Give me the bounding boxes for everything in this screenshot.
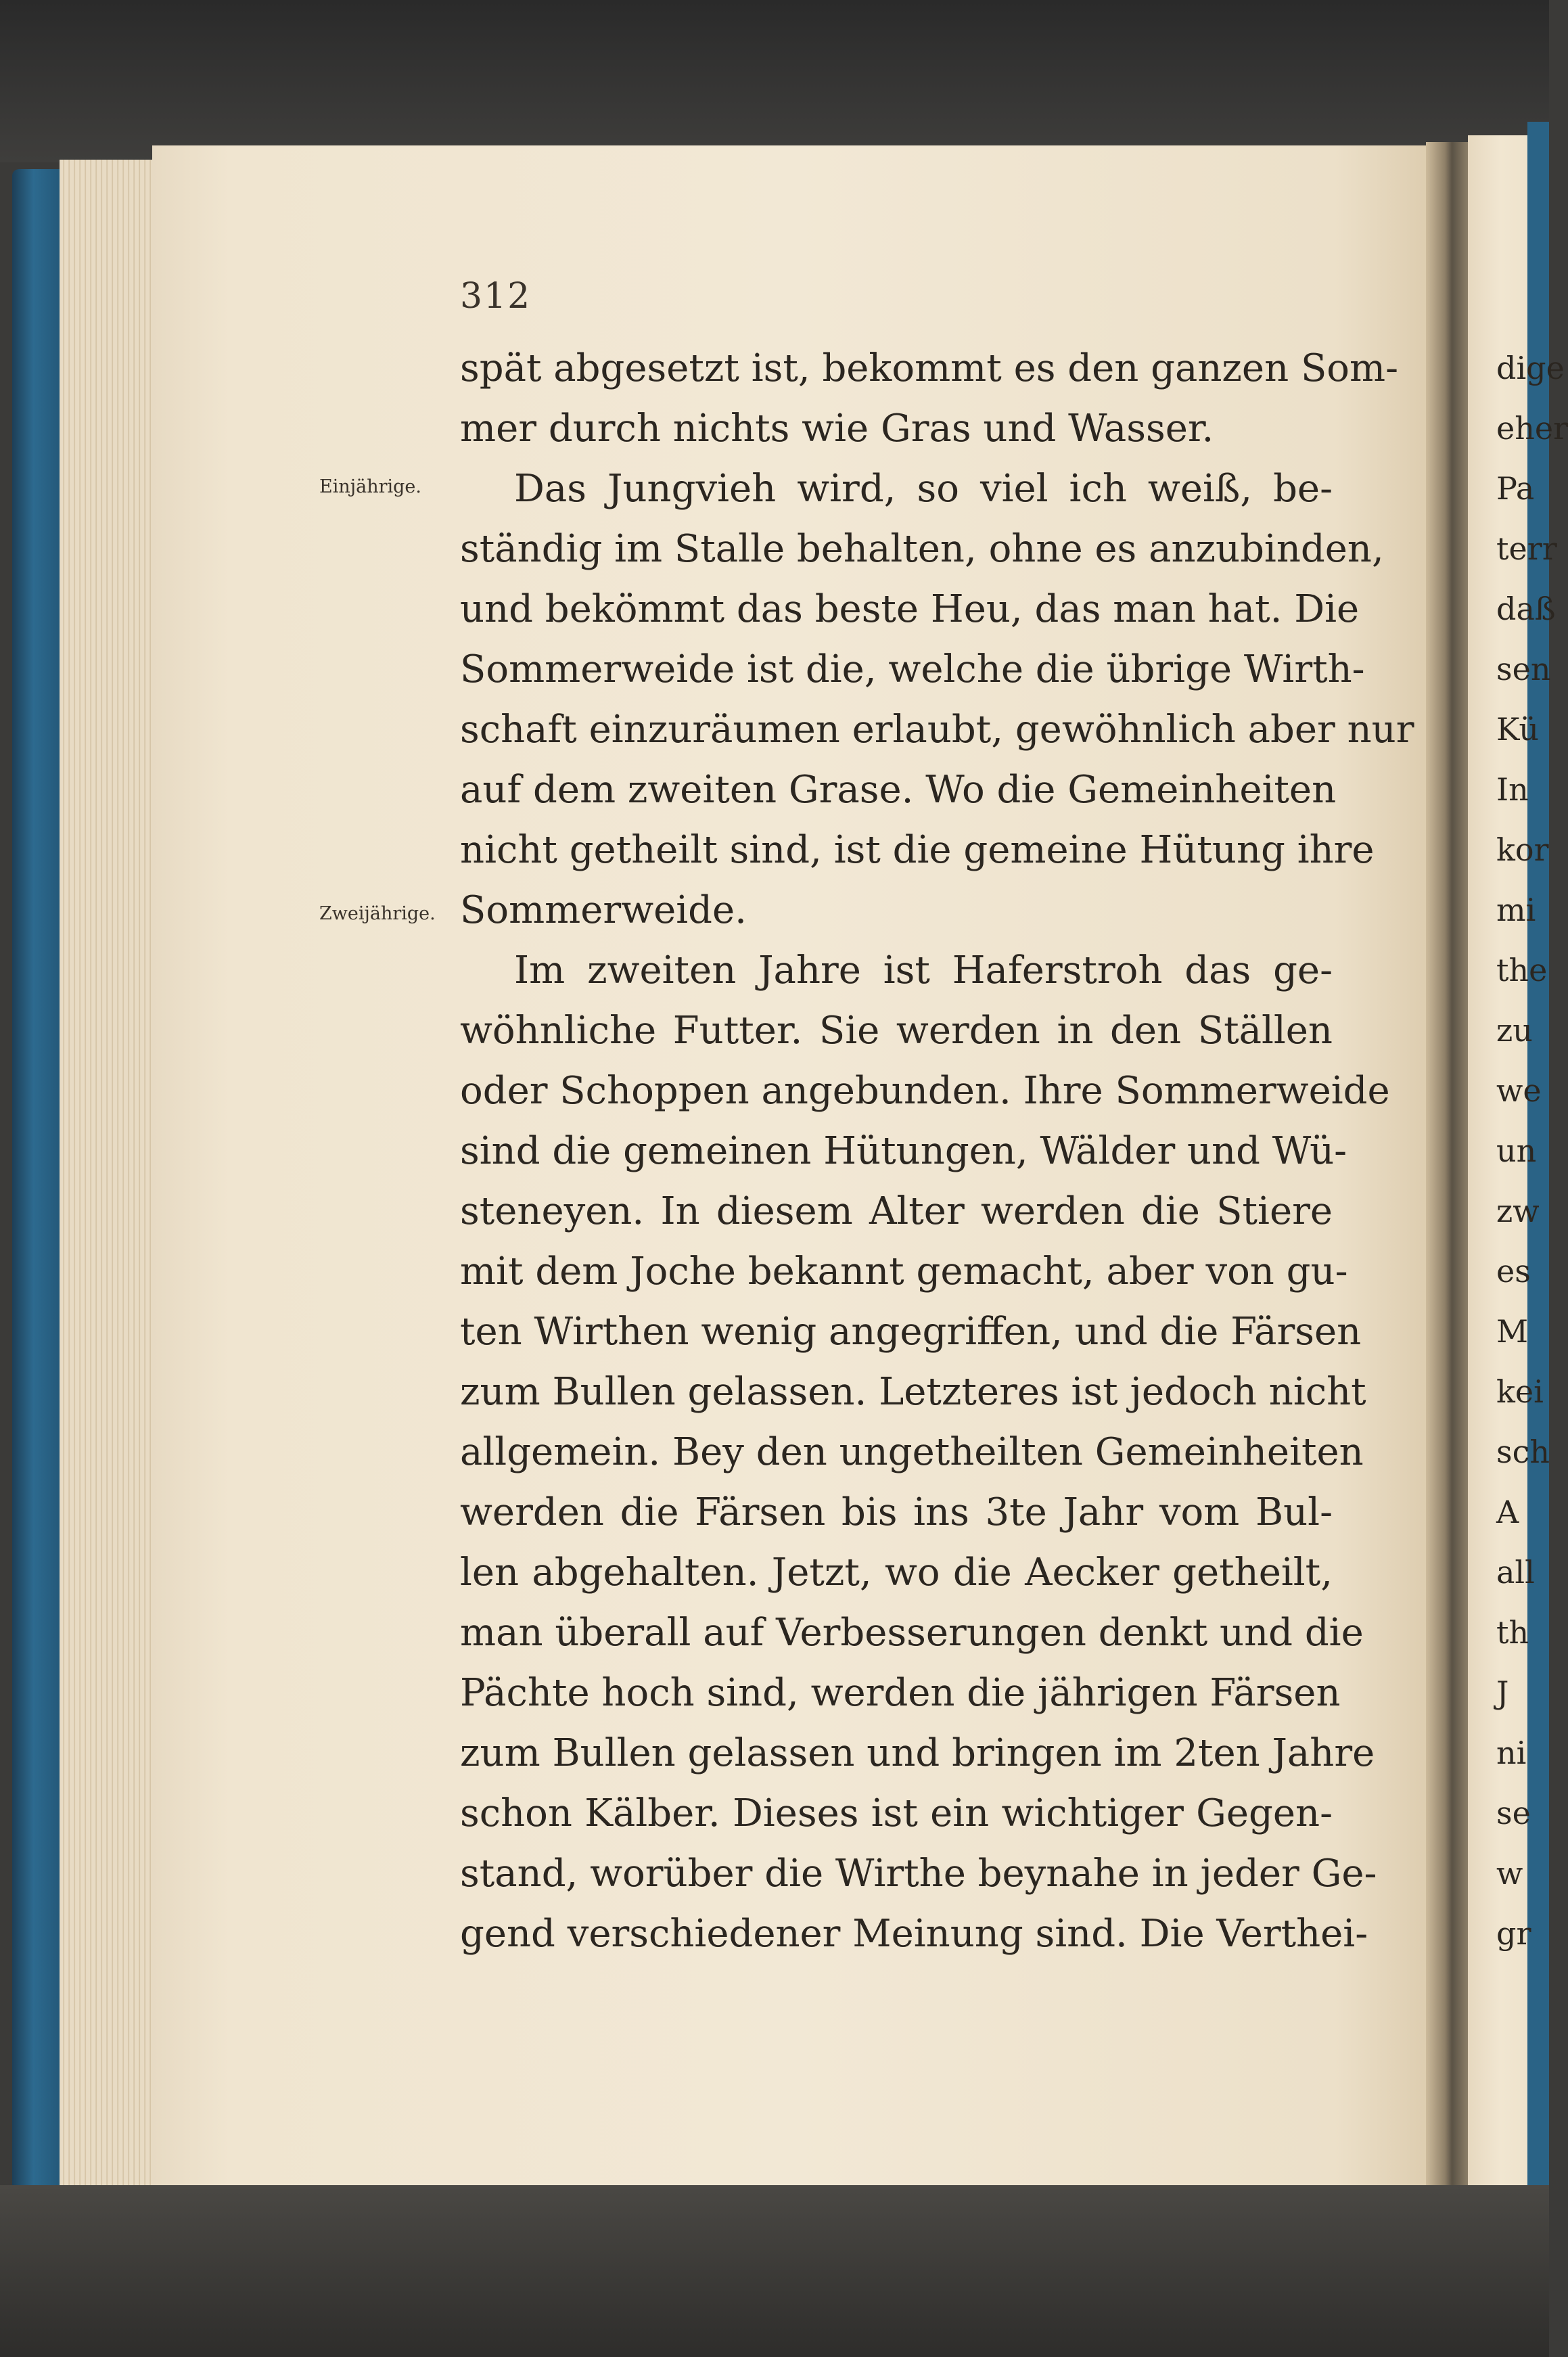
text-line: steneyen. In diesem Alter werden die Stiere [460,1189,1333,1233]
right-page-text-fragments [1496,338,1568,1964]
text-line: sind die gemeinen Hütungen, Wälder und Wü- [460,1129,1347,1173]
right-page-fragment: M [1496,1313,1529,1350]
text-line: spät abgesetzt ist, bekommt es den ganzen Som- [460,346,1399,390]
text-line: und bekömmt das beste Heu, das man hat. Die [460,587,1360,631]
text-line: mit dem Joche bekannt gemacht, aber von gu- [460,1250,1348,1294]
text-line: Pächte hoch sind, werden die jährigen Färsen [460,1671,1341,1715]
text-line: Im zweiten Jahre ist Haferstroh das ge- [514,948,1333,992]
right-page-fragment: terr [1496,530,1557,567]
book-cover-left [12,169,60,2205]
text-line: auf dem zweiten Grase. Wo die Gemeinheiten [460,768,1337,812]
right-page-fragment: se [1496,1795,1531,1831]
right-page-fragment: we [1496,1072,1542,1109]
text-line: ständig im Stalle behalten, ohne es anzubinden, [460,527,1384,571]
page-number: 312 [460,276,532,317]
margin-note-einjaehrige: Einjährige. [319,476,421,497]
right-page-fragment: all [1496,1554,1535,1591]
text-line: werden die Färsen bis ins 3te Jahr vom Bul- [460,1490,1333,1534]
text-line: zum Bullen gelassen und bringen im 2ten Jahre [460,1731,1375,1775]
right-page-fragment: gr [1496,1915,1531,1952]
right-page-fragment: mi [1496,892,1536,928]
right-page-fragment: sch [1496,1434,1550,1470]
text-line: zum Bullen gelassen. Letzteres ist jedoch nicht [460,1370,1366,1414]
text-line: allgemein. Bey den ungetheilten Gemeinheiten [460,1430,1364,1474]
text-line: gend verschiedener Meinung sind. Die Verthei- [460,1912,1368,1956]
text-line: wöhnliche Futter. Sie werden in den Ställen [460,1009,1333,1053]
right-page-fragment: w [1496,1855,1523,1892]
right-page-fragment: Pa [1496,470,1535,507]
text-line: Sommerweide. [460,888,747,932]
text-line: man überall auf Verbesserungen denkt und die [460,1611,1364,1655]
text-line: stand, worüber die Wirthe beynahe in jeder Ge- [460,1852,1377,1896]
text-line: ten Wirthen wenig angegriffen, und die Färsen [460,1310,1362,1354]
right-page-fragment: J [1496,1674,1509,1711]
text-line: oder Schoppen angebunden. Ihre Sommerweide [460,1069,1390,1113]
right-page-fragment: th [1496,1614,1529,1651]
right-page-fragment: sen [1496,651,1551,687]
text-line: Das Jungvieh wird, so viel ich weiß, be- [514,467,1333,511]
right-page-fragment: dige [1496,350,1565,386]
book-gutter [1426,142,1473,2205]
right-page-fragment: zu [1496,1012,1533,1049]
right-page-fragment: kei [1496,1373,1544,1410]
right-page-fragment: es [1496,1253,1531,1289]
background-top [0,0,1549,162]
text-line: mer durch nichts wie Gras und Wasser. [460,407,1214,451]
text-line: len abgehalten. Jetzt, wo die Aecker getheilt, [460,1551,1333,1595]
right-page-fragment: Kü [1496,711,1539,748]
right-page-fragment: kor [1496,831,1549,868]
right-page-fragment: zw [1496,1193,1540,1229]
right-page-fragment: un [1496,1132,1537,1169]
right-page-fragment: eher [1496,410,1568,447]
right-page-fragment: daß [1496,591,1556,627]
page-edges [60,160,161,2189]
text-line: schon Kälber. Dieses ist ein wichtiger Gegen- [460,1791,1333,1835]
text-line: nicht getheilt sind, ist die gemeine Hütung ihre [460,828,1375,872]
background-bottom [0,2185,1549,2357]
margin-note-zweijaehrige: Zweijährige. [319,903,436,924]
right-page-fragment: In [1496,771,1529,808]
text-line: Sommerweide ist die, welche die übrige Wirth- [460,647,1365,691]
text-line: schaft einzuräumen erlaubt, gewöhnlich aber nur [460,708,1414,752]
main-text [460,338,1414,1964]
right-page-fragment: A [1496,1494,1519,1530]
right-page-fragment: ni [1496,1735,1527,1771]
right-page-fragment: the [1496,952,1548,988]
